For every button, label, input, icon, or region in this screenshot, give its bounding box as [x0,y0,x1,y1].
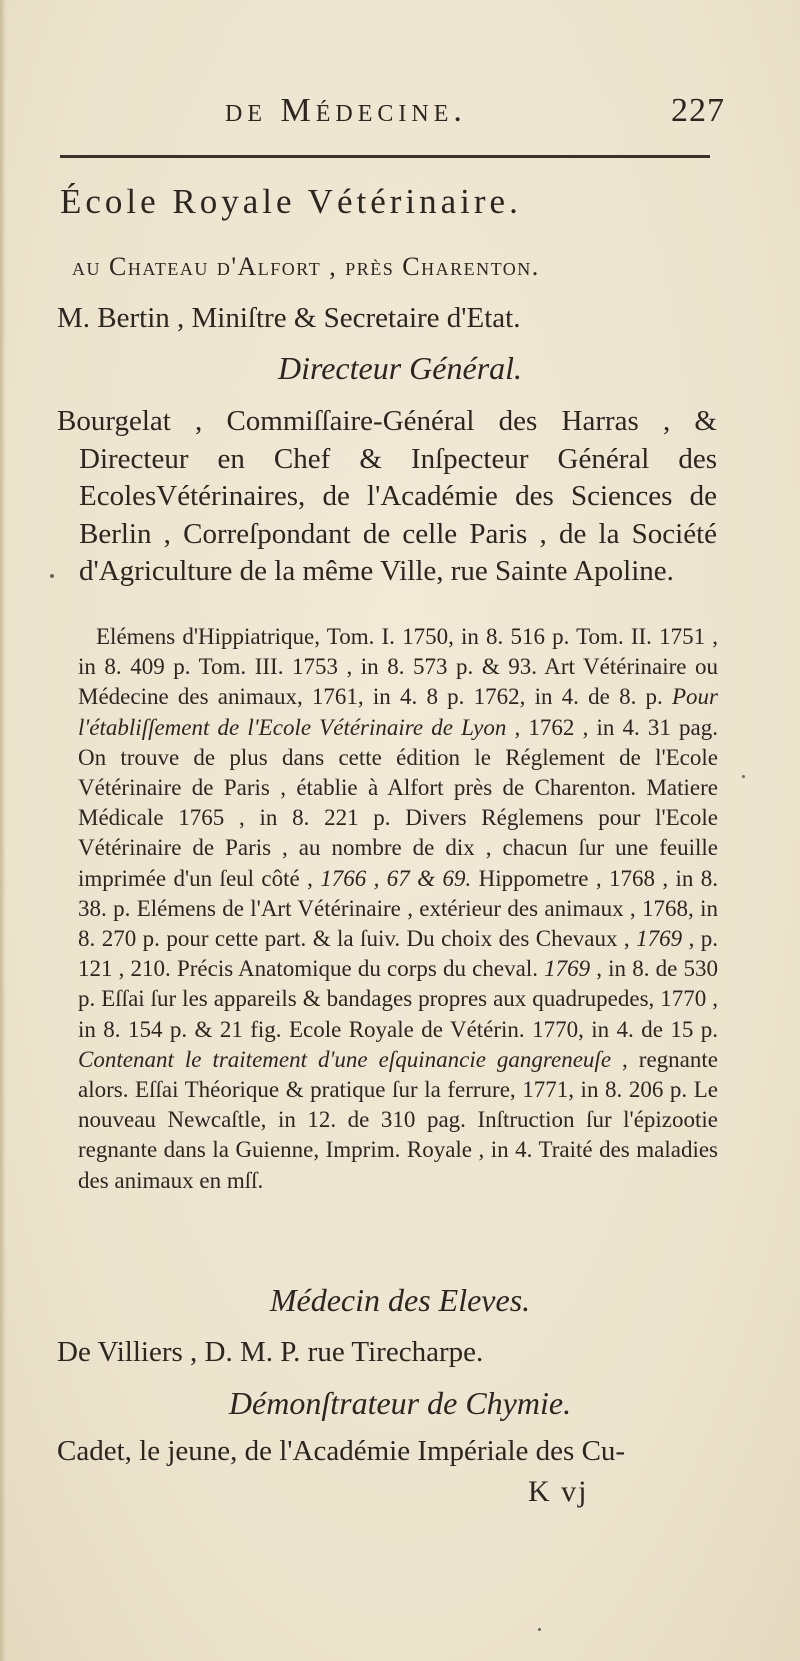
ink-speck [50,574,54,578]
director-entry-text: Bourgelat , Commiſſaire-Général des Harras , & Directeur en Chef & Inſpecteur Général des EcolesVétérinaires, de l'Académie des Sciences de Berlin , Correſpondant de celle Paris , de la Société d'Agriculture de la même Ville, rue Sainte Apoline. [57,405,717,587]
biblio-text-1: Elémens d'Hippiatrique, Tom. I. 1750, in 8. 516 p. Tom. II. 1751 , in 8. 409 p. Tom. III. 1753 , in 8. 573 p. & 93. Art Vétérinaire ou Médecine des animaux, 1761, in 4. 8 p. 1762, in 4. de 8. p. [78,624,718,710]
chemistry-entry: Cadet, le jeune, de l'Académie Impériale des Cu- [57,1435,626,1467]
chemistry-title: Démonſtrateur de Chymie. [228,1385,572,1421]
biblio-text-3: Hippometre , 1768 , in 8. 38. p. Elémens de l'Art Vétérinaire , extérieur des animaux , 1768, in 8. 270 p. pour cette part. & la ſuiv. Du choix des Chevaux , [78,865,719,952]
biblio-text-5: , in 8. de 530 p. Eſſai ſur les appareils & bandages propres aux quadrupedes, 1770 , in 8. 154 p. & 21 fig. Ecole Royale de Vétérin. 1770, in 4. de 15 p. [78,956,718,1042]
sub-heading: au Chateau d'Alfort , près Charenton. [72,252,540,281]
director-entry [57,403,717,591]
biblio-text-2: , 1762 , in 4. 31 pag. On trouve de plus dans cette édition le Réglement de l'Ecole Vétérinaire de Paris , établie à Alfort près de Charenton. Matiere Médicale 1765 , in 8. 221 p. Divers Réglemens pour l'Ecole Vétérinaire de Paris , au nombre de dix , chacun ſur une feuille imprimée d'un ſeul côté , [78,714,718,891]
biblio-italic-5: Contenant le traitement d'une eſquinancie gangreneuſe [78,1046,612,1072]
physician-title: Médecin des Eleves. [269,1282,531,1318]
director-title: Directeur Général. [277,350,523,386]
biblio-italic-3: 1769 [636,926,683,952]
biblio-text-4: , p. 121 , 210. Précis Anatomique du corps du cheval. [78,926,719,982]
biblio-italic-1: Pour l'établiſſement de l'Ecole Vétérinaire de Lyon [78,684,718,740]
header-rule [60,155,710,158]
biblio-italic-2: 1766 , 67 & 69. [320,865,472,891]
biblio-text-6: , regnante alors. Eſſai Théorique & pratique ſur la ferrure, 1771, in 8. 206 p. Le nouveau Newcaſtle, in 12. de 310 pag. Inſtruction ſur l'épizootie regnante dans la Guienne, Imprim. Royale , in 4. Traité des maladies des animaux en mſſ. [78,1046,718,1193]
biblio-italic-4: 1769 [544,956,591,982]
page-number: 227 [671,92,725,129]
physician-entry: De Villiers , D. M. P. rue Tirecharpe. [57,1336,484,1368]
minister-line: M. Bertin , Miniſtre & Secretaire d'Etat. [57,302,521,334]
ink-speck [538,1628,541,1631]
running-head-title: de Médecine. [225,92,467,129]
ink-speck [742,775,745,778]
bibliography-block [78,622,718,1196]
main-heading: École Royale Vétérinaire. [60,182,522,221]
bibliography-paragraph [78,622,718,1196]
signature-mark: K vj [528,1475,589,1508]
running-head [60,92,725,132]
